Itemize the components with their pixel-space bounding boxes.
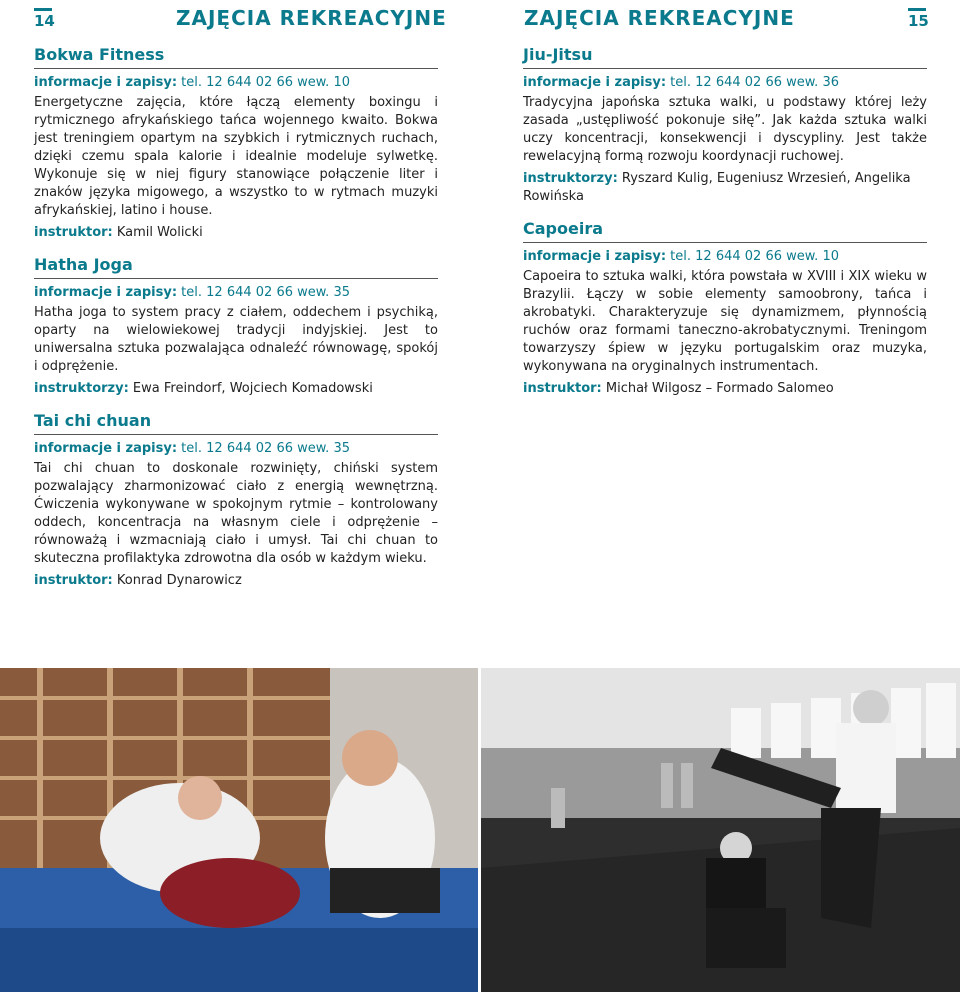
photo-capoeira (481, 668, 960, 992)
info-label: informacje i zapisy: (34, 75, 178, 90)
section-jiu-jitsu (523, 44, 927, 206)
section-title: Bokwa Fitness (34, 44, 438, 69)
info-label: informacje i zapisy: (34, 441, 178, 456)
info-value: tel. 12 644 02 66 wew. 10 (181, 75, 350, 90)
info-line (34, 283, 438, 302)
photo-jiu-jitsu (0, 668, 478, 992)
instructor-label: instruktor: (34, 225, 113, 240)
page-number-right: 15 (908, 8, 929, 30)
info-label: informacje i zapisy: (523, 75, 667, 90)
instructor-value: Michał Wilgosz – Formado Salomeo (605, 381, 834, 396)
section-title: Capoeira (523, 218, 927, 243)
right-column (523, 44, 927, 410)
instructor-line (523, 170, 927, 206)
info-label: informacje i zapisy: (523, 249, 667, 264)
instructor-value: Kamil Wolicki (116, 225, 203, 240)
section-description: Tradycyjna japońska sztuka walki, u podstawy której leży zasada „ustępliwość pokonuje siłę”. Jak każda sztuka walki uczy koncentracji, konsekwencji i dyscypliny. Jest także rewelacyjną formą rozwoju koordynacji ruchowej. (523, 95, 927, 164)
info-line (523, 247, 927, 266)
section-capoeira (523, 218, 927, 398)
instructor-label: instruktor: (523, 381, 602, 396)
section-hatha-joga (34, 254, 438, 398)
info-line (34, 439, 438, 458)
section-title: Jiu-Jitsu (523, 44, 927, 69)
instructor-label: instruktor: (34, 573, 113, 588)
section-tai-chi-chuan (34, 410, 438, 590)
instructor-line (523, 380, 927, 398)
jiu-jitsu-photo-illustration (0, 668, 478, 992)
info-label: informacje i zapisy: (34, 285, 178, 300)
instructor-value: Ewa Freindorf, Wojciech Komadowski (132, 381, 373, 396)
section-bokwa-fitness (34, 44, 438, 242)
info-value: tel. 12 644 02 66 wew. 36 (670, 75, 839, 90)
section-description: Energetyczne zajęcia, które łączą elementy boxingu i rytmicznego afrykańskiego tańca wojennego kwaito. Bokwa jest treningiem opartym na szybkich i rytmicznych ruchach, dzięki czemu spala kalorie i idealnie modeluje sylwetkę. Wykonuje się w niej figury stanowiące połączenie liter i znaków języka migowego, a wszystko to w rytmach muzyki afrykańskiej, latino i house. (34, 95, 438, 218)
section-title: Hatha Joga (34, 254, 438, 279)
left-column (34, 44, 438, 602)
section-header-left: ZAJĘCIA REKREACYJNE (176, 6, 447, 30)
info-value: tel. 12 644 02 66 wew. 35 (181, 285, 350, 300)
instructor-label: instruktorzy: (523, 171, 618, 186)
section-description: Capoeira to sztuka walki, która powstała w XVIII i XIX wieku w Brazylii. Łączy w sobie elementy samoobrony, tańca i akrobatyki. Charakteryzuje się dynamizmem, płynnością ruchów oraz formami taneczno-akrobatycznymi. Treningom towarzyszy śpiew w języku portugalskim oraz muzyka, wykonywana na oryginalnych instrumentach. (523, 269, 927, 374)
instructor-line (34, 224, 438, 242)
capoeira-photo-illustration (481, 668, 960, 992)
section-description: Tai chi chuan to doskonale rozwinięty, chiński system pozwalający zharmonizować ciało z energią wewnętrzną. Ćwiczenia wykonywane w spokojnym rytmie – kontrolowany oddech, koncentracja na własnym ciele i odprężenie – równoważą i wzmacniają ciało i umysł. Tai chi chuan to skuteczna profilaktyka zdrowotna dla osób w każdym wieku. (34, 461, 438, 566)
info-value: tel. 12 644 02 66 wew. 35 (181, 441, 350, 456)
section-title: Tai chi chuan (34, 410, 438, 435)
instructor-value: Konrad Dynarowicz (116, 573, 242, 588)
section-description: Hatha joga to system pracy z ciałem, oddechem i psychiką, oparty na wielowiekowej tradycji indyjskiej. Jest to uniwersalna sztuka pozwalająca odnaleźć równowagę, spokój i odprężenie. (34, 305, 438, 374)
instructor-label: instruktorzy: (34, 381, 129, 396)
info-value: tel. 12 644 02 66 wew. 10 (670, 249, 839, 264)
instructor-value: Ryszard Kulig, Eugeniusz Wrzesień, Angelika Rowińska (523, 171, 911, 204)
section-header-right: ZAJĘCIA REKREACYJNE (524, 6, 795, 30)
info-line (523, 73, 927, 92)
instructor-line (34, 572, 438, 590)
info-line (34, 73, 438, 92)
instructor-line (34, 380, 438, 398)
page-number-left: 14 (34, 8, 55, 30)
